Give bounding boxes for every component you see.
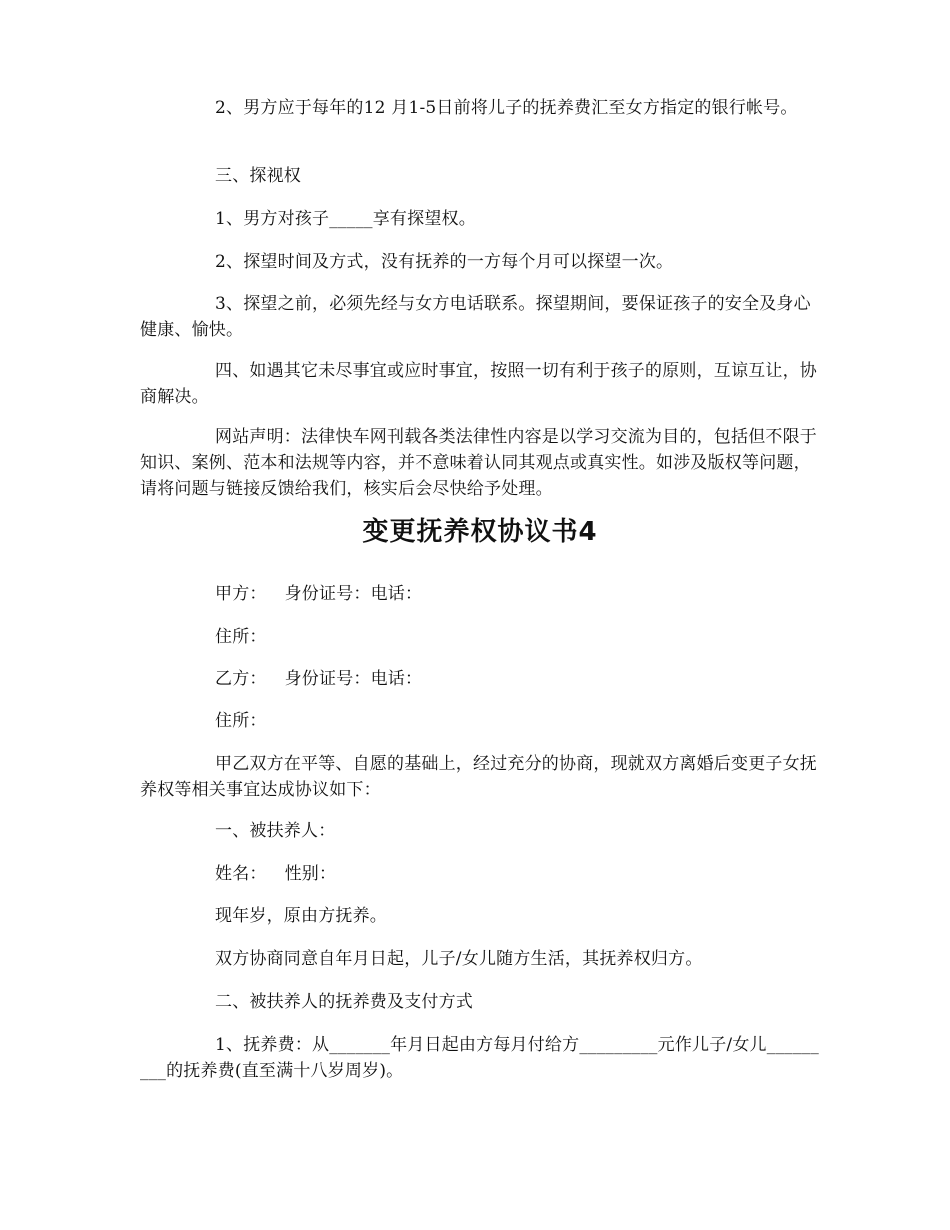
heading-support-fee: 二、被扶养人的抚养费及支付方式 bbox=[215, 992, 473, 1012]
party-a-label: 甲方： bbox=[215, 584, 267, 604]
party-b-line bbox=[215, 666, 820, 692]
dependent-age-line: 现年岁，原由方抚养。 bbox=[215, 906, 387, 926]
party-b-label: 乙方： bbox=[215, 669, 267, 689]
name-label: 姓名： bbox=[215, 864, 267, 884]
paragraph-visitation-contact: 3、探望之前，必须先经与女方电话联系。探望期间，要保证孩子的安全及身心健康、愉快。 bbox=[140, 294, 811, 340]
party-b-address: 住所： bbox=[215, 711, 267, 731]
paragraph-visitation-right: 1、男方对孩子_____享有探望权。 bbox=[215, 209, 476, 229]
heading-visitation-rights: 三、探视权 bbox=[215, 166, 301, 186]
paragraph-payment-schedule: 2、男方应于每年的12 月1-5日前将儿子的抚养费汇至女方指定的银行帐号。 bbox=[215, 98, 798, 118]
party-a-line bbox=[215, 581, 820, 607]
heading-dependent: 一、被扶养人： bbox=[215, 821, 336, 841]
custody-agreement-line: 双方协商同意自年月日起，儿子/女儿随方生活，其抚养权归方。 bbox=[215, 949, 703, 969]
paragraph-support-fee: 1、抚养费：从_______年月日起由方每月付给方_________元作儿子/女儿_________的抚养费(直至满十八岁周岁)。 bbox=[140, 1035, 819, 1081]
paragraph-site-disclaimer: 网站声明：法律快车网刊载各类法律性内容是以学习交流为目的，包括但不限于知识、案例、范本和法规等内容，并不意味着认同其观点或真实性。如涉及版权等问题，请将问题与链接反馈给我们，核实后会尽快给予处理。 bbox=[140, 427, 817, 499]
dependent-name-gender-line bbox=[215, 861, 820, 887]
paragraph-agreement-intro: 甲乙双方在平等、自愿的基础上，经过充分的协商，现就双方离婚后变更子女抚养权等相关事宜达成协议如下： bbox=[140, 754, 817, 800]
paragraph-other-matters: 四、如遇其它未尽事宜或应时事宜，按照一切有利于孩子的原则，互谅互让，协商解决。 bbox=[140, 361, 817, 407]
party-b-id-label: 身份证号：电话： bbox=[284, 669, 423, 689]
gender-label: 性别： bbox=[284, 864, 337, 884]
paragraph-visitation-time: 2、探望时间及方式，没有抚养的一方每个月可以探望一次。 bbox=[215, 252, 674, 272]
document-title: 变更抚养权协议书4 bbox=[362, 517, 598, 547]
party-a-id-label: 身份证号：电话： bbox=[284, 584, 423, 604]
party-a-address: 住所： bbox=[215, 627, 267, 647]
